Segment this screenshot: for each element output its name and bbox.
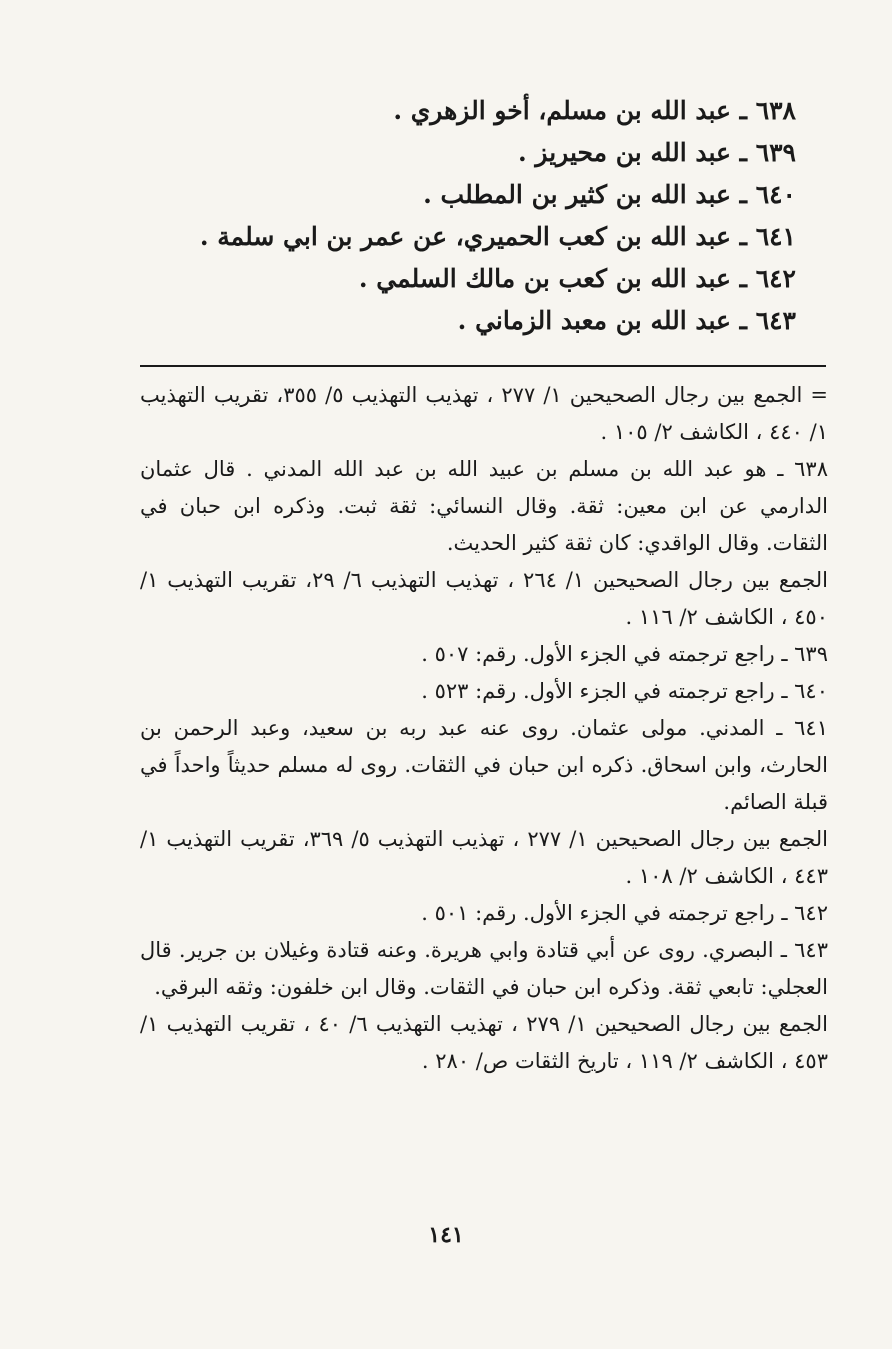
footnote-640: ٦٤٠ ـ راجع ترجمته في الجزء الأول. رقم: ٥٢٣ . xyxy=(421,679,828,703)
footnotes xyxy=(140,377,828,1080)
footnote-639: ٦٣٩ ـ راجع ترجمته في الجزء الأول. رقم: ٥٠٧ . xyxy=(421,642,828,666)
entry-list xyxy=(196,90,796,342)
footnote-643-biography: ٦٤٣ ـ البصري. روى عن أبي قتادة وابي هريرة. وعنه قتادة وغيلان بن جرير. قال العجلي: تابعي ثقة. وذكره ابن حبان في الثقات. وقال ابن خلفون: وثقه البرقي. xyxy=(140,938,828,999)
entry-640: ٦٤٠ ـ عبد الله بن كثير بن المطلب . xyxy=(423,180,796,209)
footnote-638-references: الجمع بين رجال الصحيحين ١/ ٢٦٤ ، تهذيب التهذيب ٦/ ٢٩، تقريب التهذيب ١/ ٤٥٠ ، الكاشف ٢/ ١١٦ . xyxy=(140,568,829,629)
footnote-divider xyxy=(140,365,826,367)
page-number: ١٤١ xyxy=(428,1222,464,1248)
footnote-641-biography: ٦٤١ ـ المدني. مولى عثمان. روى عنه عبد ربه بن سعيد، وعبد الرحمن بن الحارث، وابن اسحاق. ذكره ابن حبان في الثقات. روى له مسلم حديثاً واحداً في قبلة الصائم. xyxy=(140,716,828,814)
footnote-641-references: الجمع بين رجال الصحيحين ١/ ٢٧٧ ، تهذيب التهذيب ٥/ ٣٦٩، تقريب التهذيب ١/ ٤٤٣ ، الكاشف ٢/ ١٠٨ . xyxy=(140,827,828,888)
entry-639: ٦٣٩ ـ عبد الله بن محيريز . xyxy=(518,138,796,167)
footnote-continued-references: = الجمع بين رجال الصحيحين ١/ ٢٧٧ ، تهذيب التهذيب ٥/ ٣٥٥، تقريب التهذيب ١/ ٤٤٠ ، الكاشف ٢/ ١٠٥ . xyxy=(140,383,828,444)
footnote-638-biography: ٦٣٨ ـ هو عبد الله بن مسلم بن عبيد الله بن عبد الله المدني . قال عثمان الدارمي عن ابن معين: ثقة. وقال النسائي: ثقة ثبت. وذكره ابن حبان في الثقات. وقال الواقدي: كان ثقة كثير الحديث. xyxy=(140,457,828,555)
footnote-642: ٦٤٢ ـ راجع ترجمته في الجزء الأول. رقم: ٥٠١ . xyxy=(421,901,828,925)
entry-638: ٦٣٨ ـ عبد الله بن مسلم، أخو الزهري . xyxy=(393,96,796,125)
footnote-643-references: الجمع بين رجال الصحيحين ١/ ٢٧٩ ، تهذيب التهذيب ٦/ ٤٠ ، تقريب التهذيب ١/ ٤٥٣ ، الكاشف ٢/ ١١٩ ، تاريخ الثقات ص/ ٢٨٠ . xyxy=(140,1012,828,1073)
entry-643: ٦٤٣ ـ عبد الله بن معبد الزماني . xyxy=(457,306,796,335)
entry-641: ٦٤١ ـ عبد الله بن كعب الحميري، عن عمر بن ابي سلمة . xyxy=(199,222,796,251)
entry-642: ٦٤٢ ـ عبد الله بن كعب بن مالك السلمي . xyxy=(358,264,796,293)
